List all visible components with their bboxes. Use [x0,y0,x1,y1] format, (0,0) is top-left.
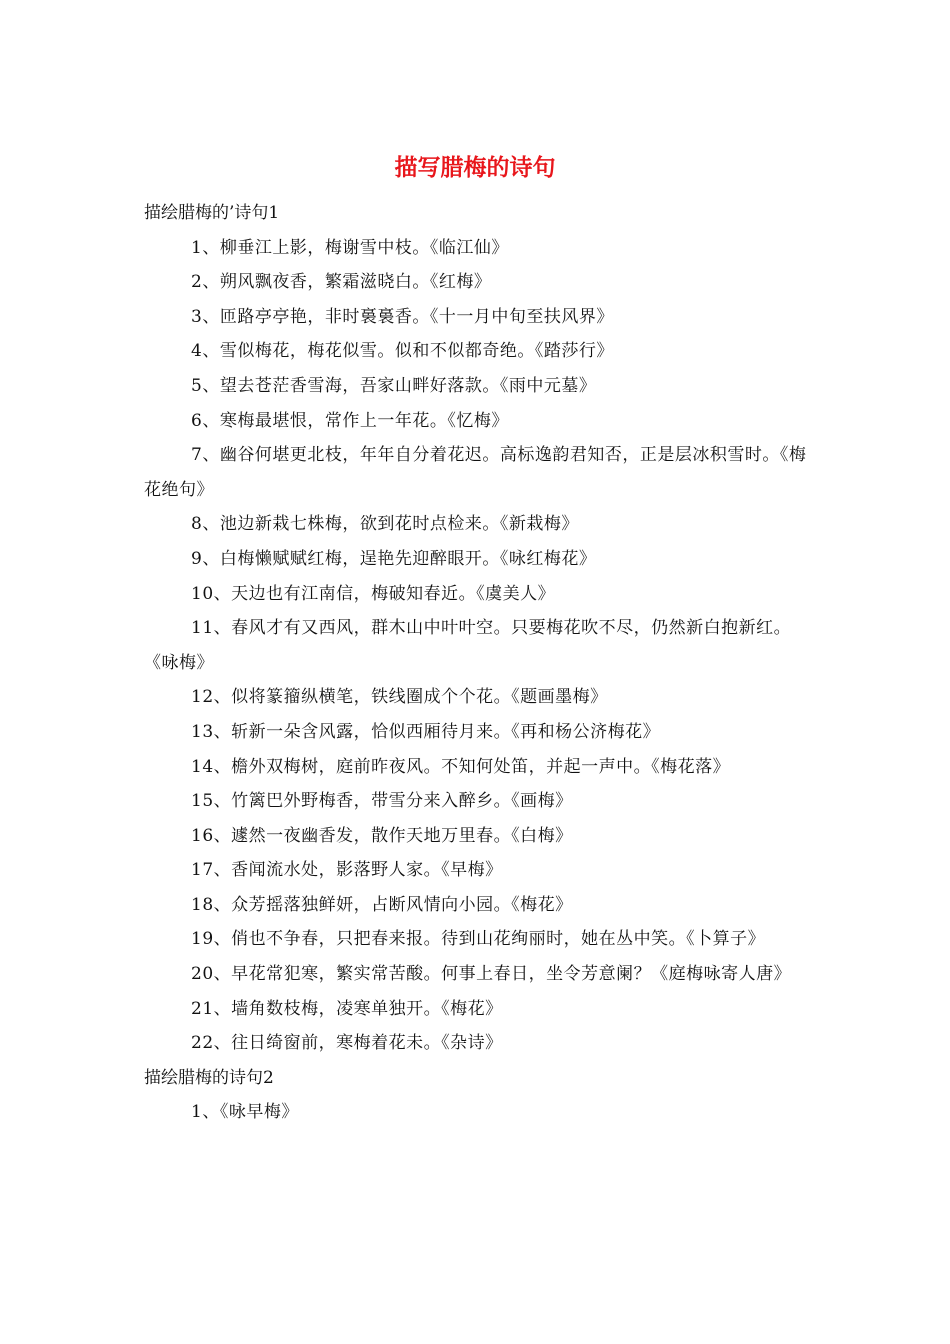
poem-line: 4、雪似梅花，梅花似雪。似和不似都奇绝。《踏莎行》 [191,341,614,362]
poem-line: 2、朔风飘夜香，繁霜滋晓白。《红梅》 [191,272,492,293]
poem-line: 6、寒梅最堪恨，常作上一年花。《忆梅》 [191,410,509,431]
poem-line: 13、斩新一朵含风露，恰似西厢待月来。《再和杨公济梅花》 [191,721,661,742]
poem-line: 20、早花常犯寒，繁实常苦酸。何事上春日，坐令芳意阑？《庭梅咏寄人唐》 [191,964,792,985]
section-heading: 描绘腊梅的诗句2 [144,1067,274,1088]
poem-line: 18、众芳摇落独鲜妍，占断风情向小园。《梅花》 [191,894,573,915]
poem-line: 11、春风才有又西风，群木山中叶叶空。只要梅花吹不尽，仍然新白抱新红。《咏梅》 [144,618,792,673]
document-title: 描写腊梅的诗句 [394,154,556,181]
poem-line: 22、往日绮窗前，寒梅着花未。《杂诗》 [191,1033,503,1054]
poem-line: 19、俏也不争春，只把春来报。待到山花绚丽时，她在丛中笑。《卜算子》 [191,929,766,950]
poem-line: 21、墙角数枝梅，凌寒单独开。《梅花》 [191,998,503,1019]
poem-line: 12、似将篆籀纵横笔，铁线圈成个个花。《题画墨梅》 [191,687,608,708]
poem-line: 14、檐外双梅树，庭前昨夜风。不知何处笛，并起一声中。《梅花落》 [191,756,731,777]
poem-line: 16、遽然一夜幽香发，散作天地万里春。《白梅》 [191,825,573,846]
poem-line: 1、《咏早梅》 [191,1102,299,1123]
poem-line: 7、幽谷何堪更北枝，年年自分着花迟。高标逸韵君知否，正是层冰积雪时。《梅花绝句》 [144,445,807,500]
poem-line: 3、匝路亭亭艳，非时裛裛香。《十一月中旬至扶风界》 [191,306,614,327]
poem-line: 9、白梅懒赋赋红梅，逞艳先迎醉眼开。《咏红梅花》 [191,548,597,569]
document-body [144,196,810,1130]
poem-line: 10、天边也有江南信，梅破知春近。《虞美人》 [191,583,556,604]
poem-line: 17、香闻流水处，影落野人家。《早梅》 [191,860,503,881]
poem-line: 1、柳垂江上影，梅谢雪中枝。《临江仙》 [191,237,509,258]
poem-line: 8、池边新栽七株梅，欲到花时点检来。《新栽梅》 [191,514,579,535]
section-heading: 描绘腊梅的’诗句1 [144,203,280,223]
poem-line: 15、竹篱巴外野梅香，带雪分来入醉乡。《画梅》 [191,791,573,812]
poem-line: 5、望去苍茫香雪海，吾家山畔好落款。《雨中元墓》 [191,375,597,396]
